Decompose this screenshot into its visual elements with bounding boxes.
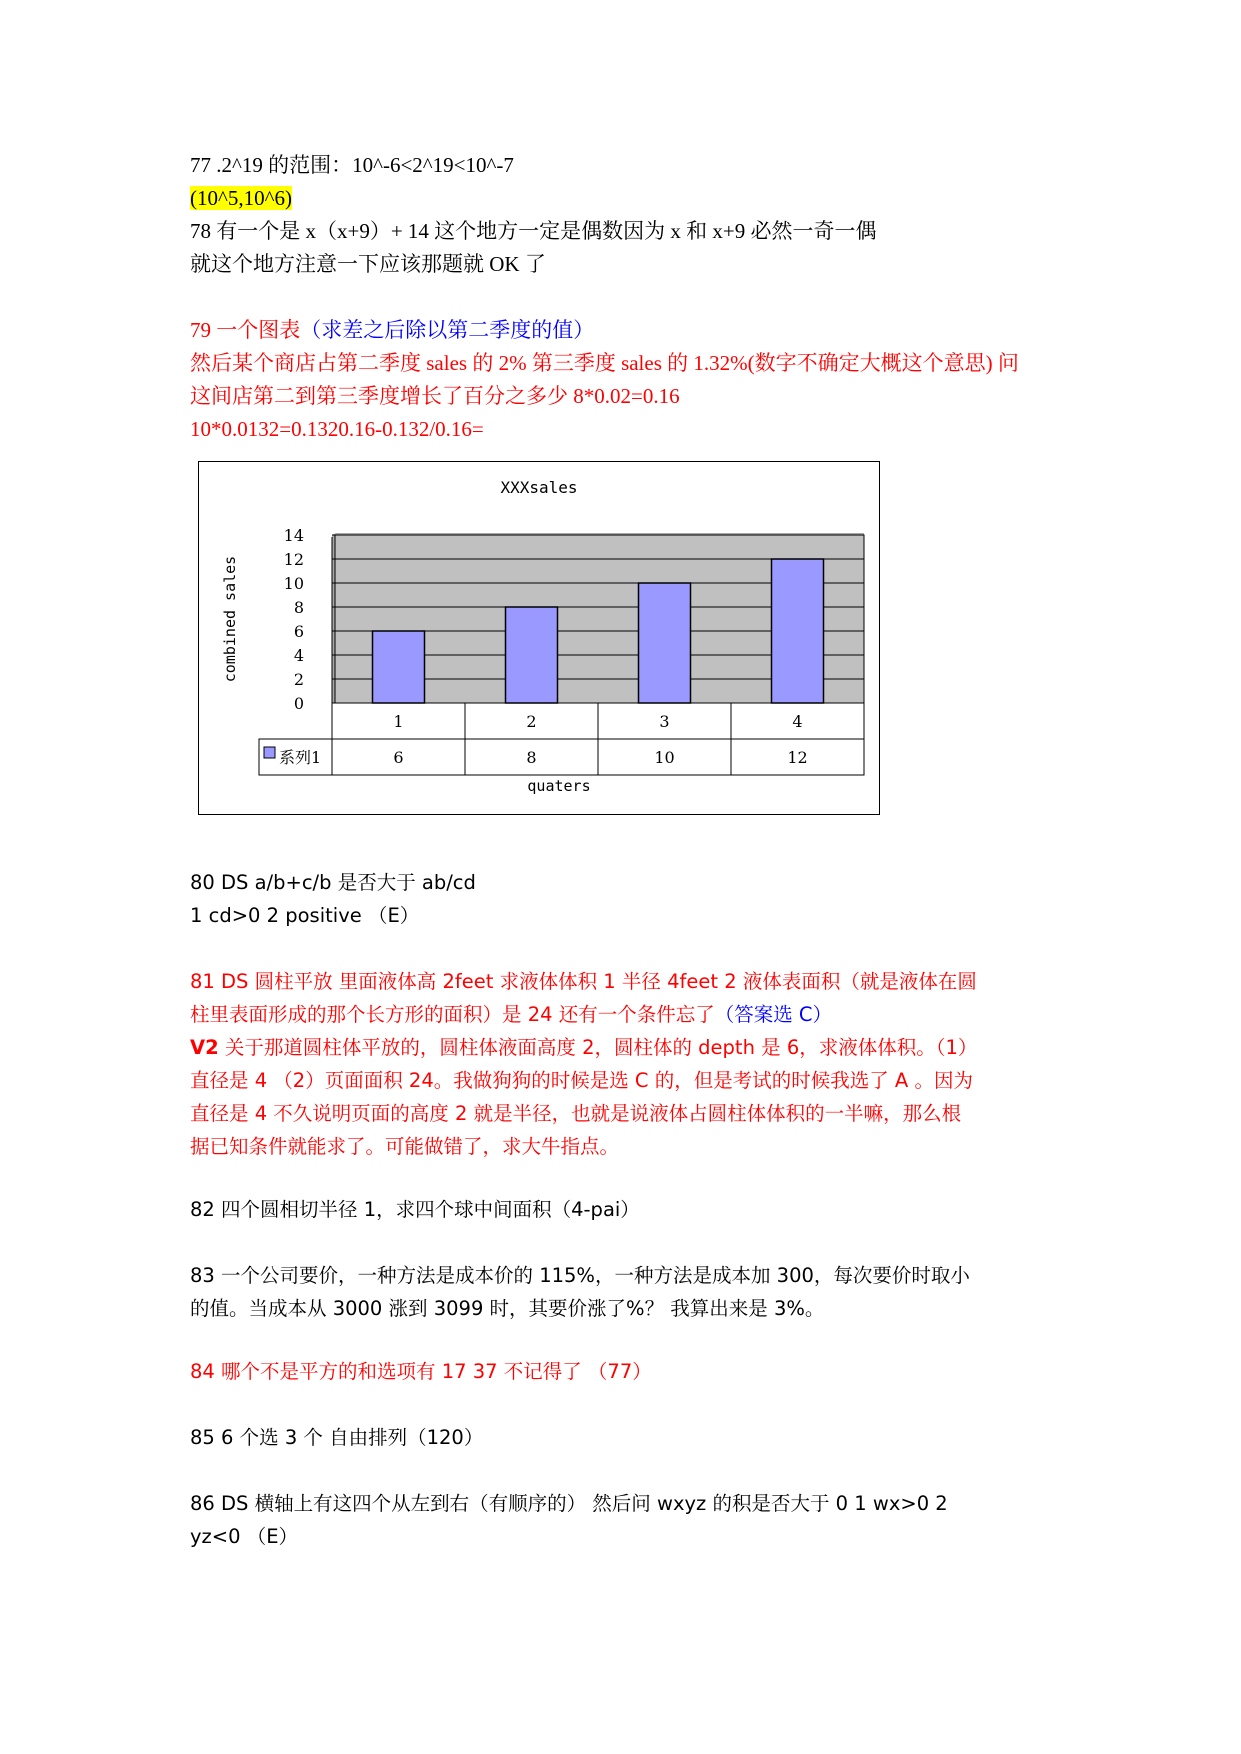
legend-swatch [264, 747, 275, 758]
chart-title: XXXsales [500, 478, 578, 497]
data-table-value-row [259, 739, 864, 775]
q86-line-1: 86 DS 横轴上有这四个从左到右（有顺序的） 然后问 wxyz 的积是否大于 0 1 wx>0 2 [190, 1492, 948, 1515]
q81-line-4: 直径是 4 （2）页面面积 24。我做狗狗的时候是选 C 的，但是考试的时候我选了 A 。因为 [190, 1069, 973, 1092]
q85-line-1: 85 6 个选 3 个 自由排列（120） [190, 1426, 484, 1449]
y-tick-label: 10 [283, 574, 304, 593]
y-tick-label: 14 [283, 526, 304, 545]
q80-line-2: 1 cd>0 2 positive （E） [190, 904, 420, 927]
data-table-value: 8 [526, 748, 537, 767]
q77-answer-line [190, 184, 292, 212]
data-table-value: 10 [654, 748, 675, 767]
y-tick-label: 4 [293, 646, 304, 665]
y-tick-label: 8 [293, 598, 304, 617]
q79-line-2: 然后某个商店占第二季度 sales 的 2% 第三季度 sales 的 1.32%(数字不确定大概这个意思) 问 [190, 351, 1019, 375]
x-tick-label: 1 [393, 712, 404, 731]
q81-line-2 [190, 1001, 832, 1029]
y-tick-label: 0 [293, 694, 304, 713]
bar [772, 559, 824, 703]
q82-line-1: 82 四个圆相切半径 1，求四个球中间面积（4-pai） [190, 1198, 640, 1221]
q81-line-6: 据已知条件就能求了。可能做错了，求大牛指点。 [190, 1135, 620, 1158]
sales-chart [198, 461, 880, 815]
x-axis-label: quaters [527, 777, 591, 795]
data-table-value: 12 [787, 748, 808, 767]
q83-line-2: 的值。当成本从 3000 涨到 3099 时，其要价涨了%？ 我算出来是 3%。 [190, 1297, 825, 1320]
x-tick-label: 2 [526, 712, 537, 731]
q79-line-1 [190, 316, 594, 344]
q79-hint: （求差之后除以第二季度的值） [300, 318, 595, 342]
y-tick-label: 6 [293, 622, 304, 641]
bar [639, 583, 691, 703]
y-axis-label: combined sales [221, 555, 239, 683]
q81-line-3 [190, 1034, 977, 1062]
sales-chart-svg [199, 462, 881, 816]
legend-label: 系列1 [279, 748, 322, 767]
x-tick-label: 4 [792, 712, 803, 731]
y-tick-label: 12 [283, 550, 304, 569]
q83-line-1: 83 一个公司要价，一种方法是成本价的 115%，一种方法是成本加 300，每次要价时取小 [190, 1264, 970, 1287]
q78-line-1: 78 有一个是 x（x+9）+ 14 这个地方一定是偶数因为 x 和 x+9 必然一奇一偶 [190, 219, 877, 243]
q81-line-3-text: 关于那道圆柱体平放的，圆柱体液面高度 2，圆柱体的 depth 是 6，求液体体积。（1） [218, 1036, 978, 1059]
q86-line-2: yz<0 （E） [190, 1525, 299, 1548]
q77-answer-highlight: (10^5,10^6) [190, 186, 292, 210]
q77-line-1: 77 .2^19 的范围：10^-6<2^19<10^-7 [190, 153, 514, 177]
q81-line-1: 81 DS 圆柱平放 里面液体高 2feet 求液体体积 1 半径 4feet 2 液体表面积（就是液体在圆 [190, 970, 977, 993]
q79-line-3: 这间店第二到第三季度增长了百分之多少 8*0.02=0.16 [190, 384, 680, 408]
bar [506, 607, 558, 703]
q79-line-4: 10*0.0132=0.1320.16-0.132/0.16= [190, 417, 484, 441]
y-tick-label: 2 [293, 670, 304, 689]
q81-line-5: 直径是 4 不久说明页面的高度 2 就是半径，也就是说液体占圆柱体体积的一半嘛，那么根 [190, 1102, 962, 1125]
q80-line-1: 80 DS a/b+c/b 是否大于 ab/cd [190, 871, 476, 894]
q81-answer: （答案选 C） [714, 1003, 833, 1026]
q84-line-1: 84 哪个不是平方的和选项有 17 37 不记得了 （77） [190, 1360, 652, 1383]
q78-line-2: 就这个地方注意一下应该那题就 OK 了 [190, 252, 546, 276]
bar [373, 631, 425, 703]
q79-label: 79 一个图表 [190, 318, 301, 342]
x-tick-label: 3 [659, 712, 670, 731]
q81-v2-tag: V2 [190, 1036, 219, 1059]
q81-line-2-text: 柱里表面形成的那个长方形的面积）是 24 还有一个条件忘了 [190, 1003, 715, 1026]
data-table-value: 6 [393, 748, 404, 767]
